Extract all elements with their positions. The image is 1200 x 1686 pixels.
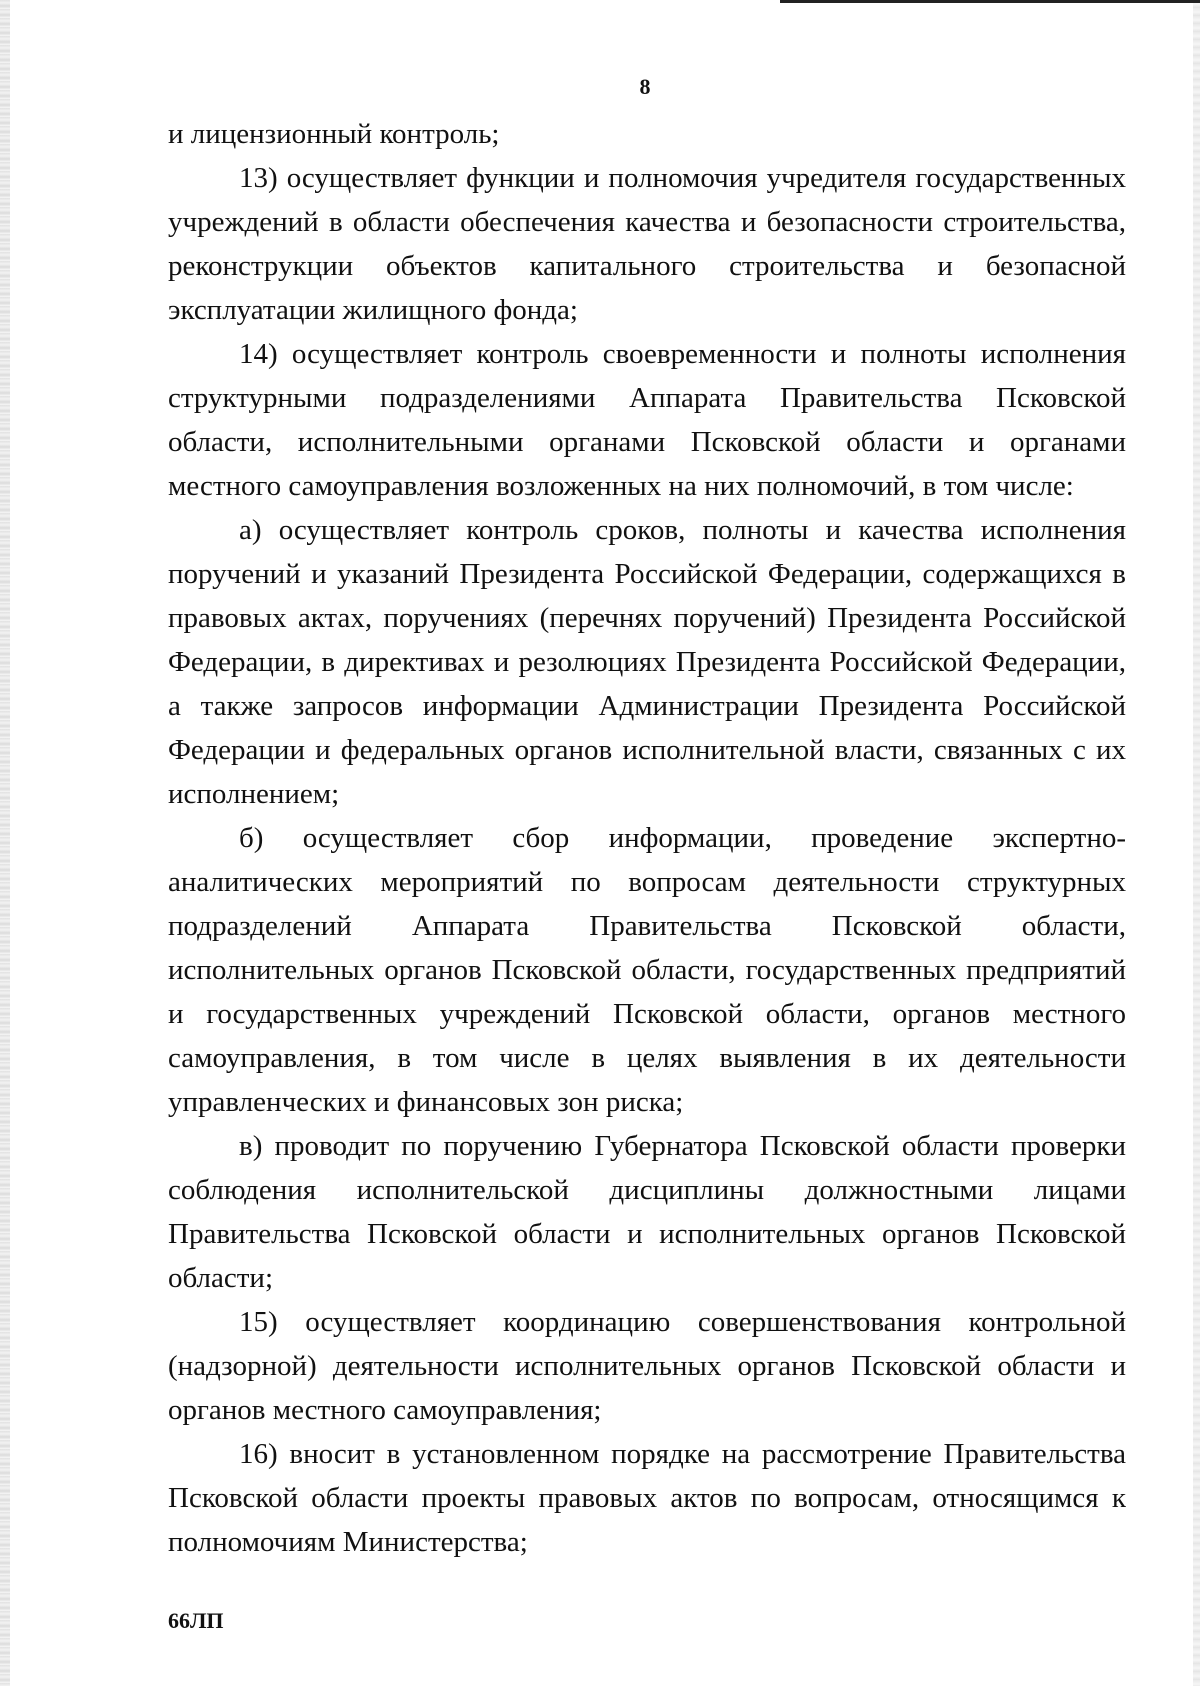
paragraph-item-14: 14) осуществляет контроль своевременности и полноты исполнения структурными подразделениями Аппарата Правительства Псковской области, исполнительными органами Псковской области и органами местного самоуправления возложенных на них полномочий, в том числе: — [168, 338, 1126, 502]
paragraph-subitem-v: в) проводит по поручению Губернатора Псковской области проверки соблюдения исполнительской дисциплины должностными лицами Правительства Псковской области и исполнительных органов Псковской области; — [168, 1130, 1126, 1294]
scan-edge-left — [0, 0, 10, 1686]
footer-code: 66ЛП — [168, 1608, 224, 1633]
paragraph-subitem-a: а) осуществляет контроль сроков, полноты и качества исполнения поручений и указаний Президента Российской Федерации, содержащихся в правовых актах, поручениях (перечнях поручений) Президента Российской Федерации, в директивах и резолюциях Президента Российской Федерации, а также запросов информации Администрации Президента Российской Федерации и федеральных органов исполнительной власти, связанных с их исполнением; — [168, 514, 1126, 810]
paragraph-subitem-b: б) осуществляет сбор информации, проведение экспертно-аналитических мероприятий по вопросам деятельности структурных подразделений Аппарата Правительства Псковской области, исполнительных органов Псковской области, государственных предприятий и государственных учреждений Псковской области, органов местного самоуправления, в том числе в целях выявления в их деятельности управленческих и финансовых зон риска; — [168, 822, 1126, 1118]
page-number: 8 — [639, 74, 651, 99]
paragraph-item-15: 15) осуществляет координацию совершенствования контрольной (надзорной) деятельности исполнительных органов Псковской области и органов местного самоуправления; — [168, 1306, 1126, 1426]
scan-edge-right — [1193, 0, 1200, 1686]
paragraph-item-16: 16) вносит в установленном порядке на рассмотрение Правительства Псковской области проекты правовых актов по вопросам, относящимся к полномочиям Министерства; — [168, 1438, 1126, 1558]
paragraph-item-13: 13) осуществляет функции и полномочия учредителя государственных учреждений в области обеспечения качества и безопасности строительства, реконструкции объектов капитального строительства и безопасной эксплуатации жилищного фонда; — [168, 162, 1126, 326]
paragraph-continuation: и лицензионный контроль; — [168, 118, 500, 150]
document-body — [168, 112, 1126, 1564]
top-rule — [780, 0, 1200, 3]
